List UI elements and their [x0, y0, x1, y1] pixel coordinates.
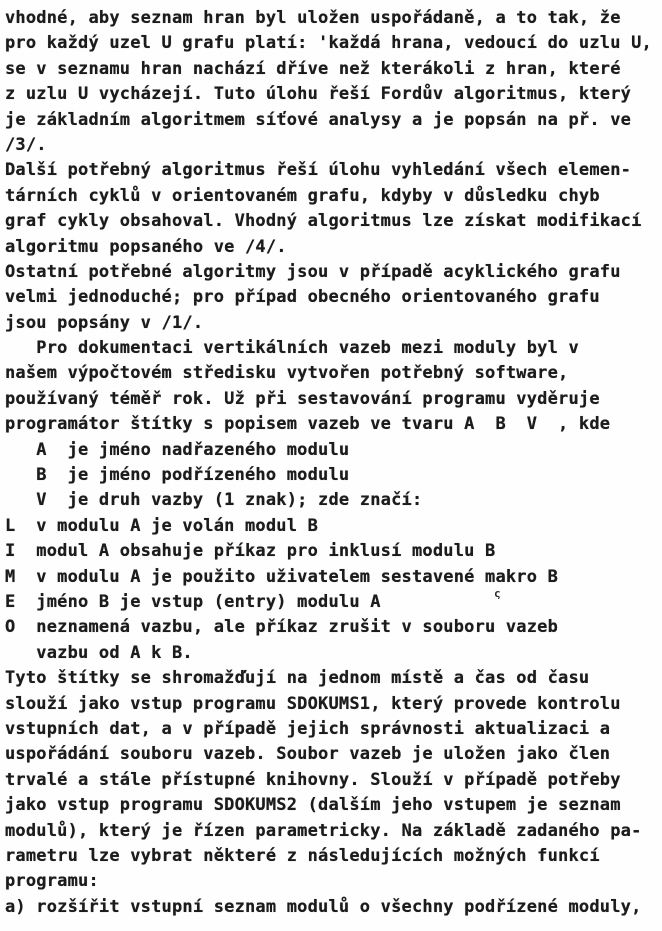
text-line: velmi jednoduché; pro případ obecného orientovaného grafu [5, 287, 600, 308]
text-line: trvalé a stále přístupné knihovny. Slouží v případě potřeby [5, 769, 621, 790]
text-line: programu: [5, 871, 99, 892]
text-line: jsou popsány v /1/. [5, 312, 204, 333]
text-line: slouží jako vstup programu SDOKUMS1, který provede kontrolu [5, 693, 621, 714]
text-line: rametru lze vybrat některé z následujících možných funkcí [5, 845, 600, 866]
label-line-o: O neznamená vazbu, ale příkaz zrušit v souboru vazeb [5, 617, 559, 638]
definition-line-a: A je jméno nadřazeného modulu [5, 439, 350, 460]
text-line: Tyto štítky se shromažďují na jednom místě a čas od času [5, 668, 590, 689]
text-line: našem výpočtovém středisku vytvořen potřebný software, [5, 363, 569, 384]
text-line: vhodné, aby seznam hran byl uložen uspořádaně, a to tak, že [5, 8, 621, 28]
text-line: programátor štítky s popisem vazeb ve tvaru A B V , kde [5, 414, 611, 435]
label-line-i: I modul A obsahuje příkaz pro inklusí modulu B [5, 541, 496, 562]
text-line: pro každý uzel U grafu platí: 'každá hrana, vedoucí do uzlu U, [5, 33, 652, 54]
label-line-m: M v modulu A je použito uživatelem sestavené makro B [5, 566, 559, 587]
text-line: uspořádání souboru vazeb. Soubor vazeb je uložen jako člen [5, 744, 611, 765]
text-line: a) rozšířit vstupní seznam modulů o všechny podřízené moduly, [5, 896, 642, 917]
text-line: se v seznamu hran nachází dříve než kterákoli z hran, které [5, 58, 621, 79]
label-line-l: L v modulu A je volán modul B [5, 515, 319, 536]
definition-line-b: B je jméno podřízeného modulu [5, 465, 350, 486]
text-line: vazbu od A k B. [5, 642, 193, 663]
text-line: Ostatní potřebné algoritmy jsou v případě acyklického grafu [5, 261, 621, 282]
text-line: je základním algoritmem síťové analysy a je popsán na př. ve [5, 109, 632, 130]
text-line: graf cykly obsahoval. Vhodný algoritmus lze získat modifikací [5, 211, 642, 232]
text-line: algoritmu popsaného ve /4/. [5, 236, 287, 257]
text-line: tárních cyklů v orientovaném grafu, kdyby v důsledku chyb [5, 185, 600, 206]
text-line: jako vstup programu SDOKUMS2 (dalším jeho vstupem je seznam [5, 795, 621, 816]
text-line: modulů), který je řízen parametricky. Na základě zadaného pa- [5, 820, 642, 841]
text-line: používaný téměř rok. Už při sestavování programu vyděruje [5, 388, 600, 409]
text-line: Další potřebný algoritmus řeší úlohu vyhledání všech elemen- [5, 160, 632, 181]
text-line: z uzlu U vycházejí. Tuto úlohu řeší Fordův algoritmus, který [5, 84, 632, 105]
text-line: Pro dokumentaci vertikálních vazeb mezi moduly byl v [5, 338, 579, 359]
definition-line-v: V je druh vazby (1 znak); zde značí: [5, 490, 423, 511]
text-line: /3/. [5, 134, 47, 155]
text-line: vstupních dat, a v případě jejich správnosti aktualizaci a [5, 718, 611, 739]
stray-scan-mark: ς [494, 587, 501, 600]
label-line-e: E jméno B je vstup (entry) modulu A [5, 591, 381, 612]
